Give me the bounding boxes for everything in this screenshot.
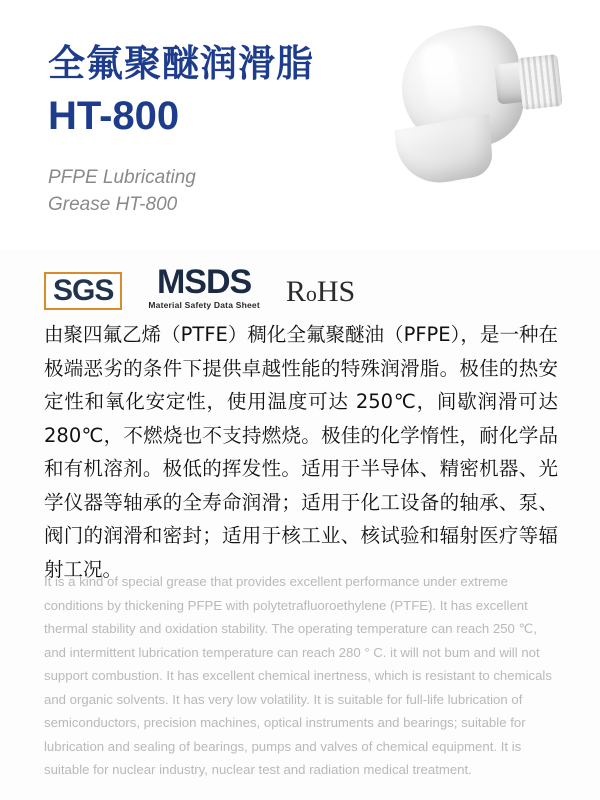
sgs-logo (44, 272, 122, 311)
certification-logos (44, 258, 564, 310)
subtitle-line-1: PFPE Lubricating (48, 166, 196, 188)
hero-section (0, 0, 600, 250)
rohs-logo-text-3: HS (316, 275, 356, 308)
rohs-logo-text-1: R (285, 275, 306, 308)
page-subtitle-english (48, 164, 468, 219)
rohs-logo-text-2: o (305, 281, 317, 306)
tube-cap-shape (517, 54, 562, 110)
page-title-model: HT-800 (48, 93, 180, 138)
title-block (48, 42, 468, 219)
subtitle-line-2: Grease HT-800 (48, 194, 178, 216)
rohs-logo (286, 277, 355, 310)
description-chinese: 由聚四氟乙烯（PTFE）稠化全氟聚醚油（PFPE），是一种在极端恶劣的条件下提供卓越性能的特殊润滑脂。极佳的热安定性和氧化安定性，使用温度可达 250℃，间歇润滑可达 280℃，不燃烧也不支持燃烧。极佳的化学惰性，耐化学品和有机溶剂。极低的挥发性。适用于半导体、精密机器、光学仪器等轴承的全寿命润滑；适用于化工设备的轴承、泵、阀门的润滑和密封；适用于核工业、核试验和辐射医疗等辐射工况。 (44, 323, 558, 581)
sgs-logo-text: SGS (53, 273, 114, 307)
msds-logo-caption: Material Safety Data Sheet (148, 300, 260, 310)
msds-logo-text: MSDS (156, 262, 252, 301)
description-english: It is a kind of special grease that provides excellent performance under extreme conditions by thickening PFPE with polytetrafluoroethylene (PTFE). It has excellent thermal stability and oxidation stability. The operating temperature can reach 250 ℃, and intermittent lubrication temperature can reach 280 ° C. it will not bum and will not support combustion. It has excellent chemical inertness, which is resistant to chemicals and organic solvents. It has very low volatility. It is suitable for full-life lubrication of semiconductors, precision machines, optical instruments and bearings; suitable for lubrication and sealing of bearings, pumps and valves of chemical equipment. It is suitable for nuclear industry, nuclear test and radiation medical treatment. (44, 574, 552, 777)
msds-logo (148, 262, 260, 310)
page-title-chinese: 全氟聚醚润滑脂 (48, 42, 314, 85)
